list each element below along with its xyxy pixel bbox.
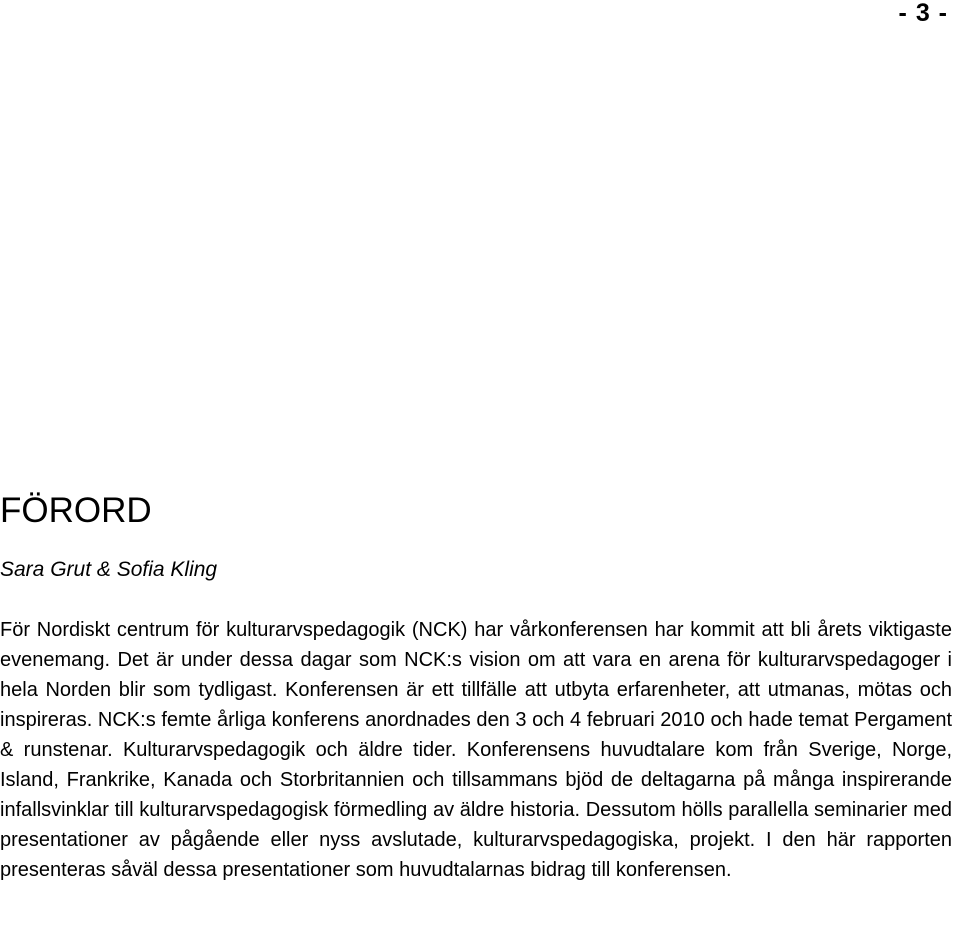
body-paragraph: För Nordiskt centrum för kulturarvspedagogik (NCK) har vårkonferensen har kommit att bli årets viktigaste evenemang. Det är under dessa dagar som NCK:s vision om att vara en arena för kulturarvspedagoger i hela Norden blir som tydligast. Konferensen är ett tillfälle att utbyta erfarenheter, att utmanas, mötas och inspireras. NCK:s femte årliga konferens anordnades den 3 och 4 februari 2010 och hade temat Pergament & runstenar. Kulturarvspedagogik och äldre tider. Konferensens huvudtalare kom från Sverige, Norge, Island, Frankrike, Kanada och Storbritannien och tillsammans bjöd de deltagarna på många inspirerande infallsvinklar till kulturarvspedagogisk förmedling av äldre historia. Dessutom hölls parallella seminarier med presentationer av pågående eller nyss avslutade, kulturarvspedagogiska, projekt. I den här rapporten presenteras såväl dessa presentationer som huvudtalarnas bidrag till konferensen. — [0, 619, 952, 881]
page-number: - 3 - — [898, 0, 948, 27]
authors-byline: Sara Grut & Sofia Kling — [0, 558, 218, 581]
page-title: FÖRORD — [0, 491, 152, 530]
